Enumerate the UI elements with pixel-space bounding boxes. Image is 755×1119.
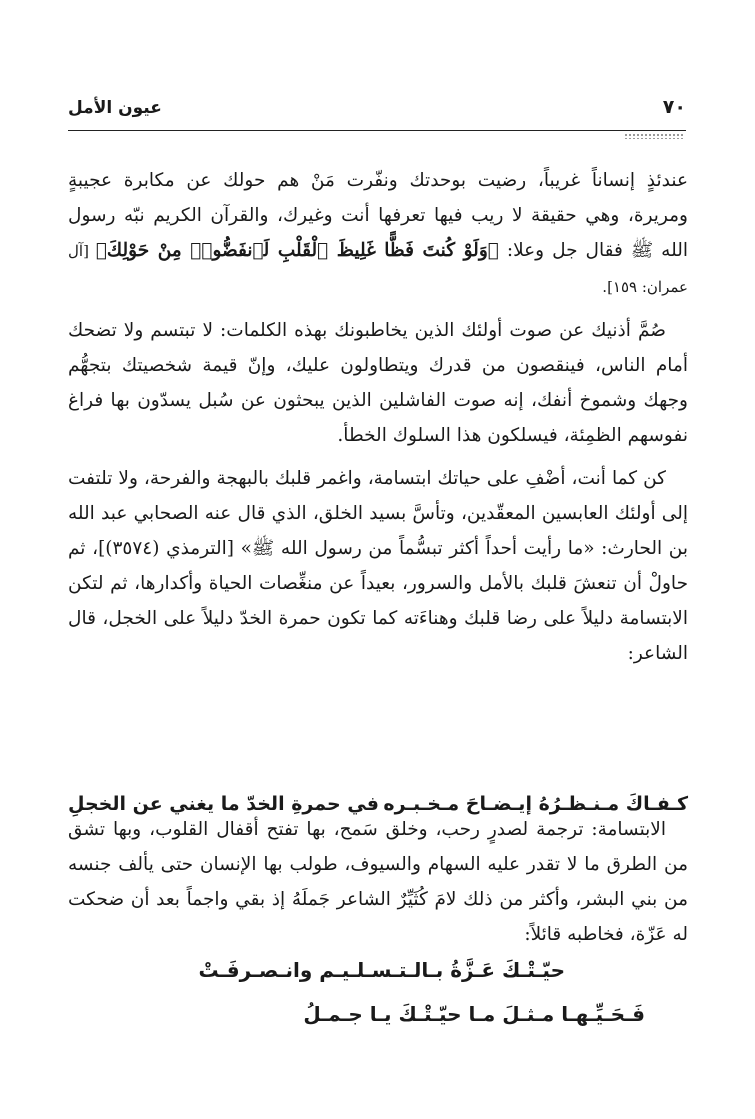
verse-second-hemistich: في حمرةِ الخدّ ما يغني عن الخجلِ <box>68 793 379 815</box>
page-number: ٧٠ <box>662 96 686 118</box>
header-ornament <box>624 133 684 139</box>
quran-reference: [آل عمران: ١٥٩]. <box>68 242 688 296</box>
page-header <box>68 96 686 126</box>
poem-line-1: حيّـتْـكَ عَـزَّةُ بـالـتـسـلـيـم وانـصـرفَـتْ <box>198 958 565 982</box>
quran-verse: ﴿وَلَوْ كُنتَ فَظًّا غَلِيظَ ٱلْقَلْبِ لَٱنفَضُّوا۟ مِنْ حَوْلِكَ﴾ <box>95 240 499 261</box>
poem-line-2: فَـحَـيِّـهـا مـثـلَ مـا حيّـتْـكَ يـا جـمـلُ <box>303 1002 645 1026</box>
paragraph-4: الابتسامة: ترجمة لصدرٍ رحب، وخلق سَمح، بها تفتح أقفال القلوب، وبها تشق من الطرق ما لا تقدر عليه السهام والسيوف، طولب بها الإنسان حتى يألف جنسه من بني البشر، وأكثر من ذلك لامَ كُثَيِّرٌ الشاعر جَملَهُ إذ بقي واجماً بعد أن ضحكت له عَزّة، فخاطبه قائلاً: <box>68 819 688 945</box>
paragraph-1-text: عندئذٍ إنساناً غريباً، رضيت بوحدتك ونفّرت مَنْ هم حولك عن مكابرة عجيبةٍ ومريرة، وهي حقيقة لا ريب فيها تعرفها أنت وغيرك، والقرآن الكريم نبّه رسول الله ﷺ فقال جل وعلا: <box>68 170 688 261</box>
paragraph-3: كن كما أنت، أضْفِ على حياتك ابتسامة، واغمر قلبك بالبهجة والفرحة، ولا تلتفت إلى أولئك العابسين المعقّدين، وتأسَّ بسيد الخلق، الذي قال عنه الصحابي عبد الله بن الحارث: «ما رأيت أحداً أكثر تبسُّماً من رسول الله ﷺ» [الترمذي (٣٥٧٤)]، ثم حاولْ أن تنعشَ قلبك بالأمل والسرور، بعيداً عن منغِّصات الحياة وأكدارها، ثم لتكن الابتسامة دليلاً على رضا قلبك وهناءَته كما تكون حمرة الخدّ دليلاً على الخجل، قال الشاعر: <box>68 468 688 664</box>
verse-first-hemistich: كـفـاكَ مـنـظـرُهُ إيـضـاحَ مـخـبـره <box>383 793 688 815</box>
running-title: عيون الأمل <box>68 98 162 118</box>
paragraph-2: صُمَّ أذنيك عن صوت أولئك الذين يخاطبونك بهذه الكلمات: لا تبتسم ولا تضحك أمام الناس، فينقصون من قدرك ويتطاولون عليك، وإنّ قيمة شخصيتك بتجهُّم وجهك وشموخ أنفك، إنه صوت الفاشلين الذين يبحثون عن سُبل يسدّون بها فراغ نفوسهم الظمِئة، فيسلكون هذا السلوك الخطأ. <box>68 320 688 446</box>
header-divider <box>68 130 686 131</box>
main-text <box>68 163 688 671</box>
closing-text <box>68 812 688 952</box>
paragraph-1 <box>68 163 688 305</box>
